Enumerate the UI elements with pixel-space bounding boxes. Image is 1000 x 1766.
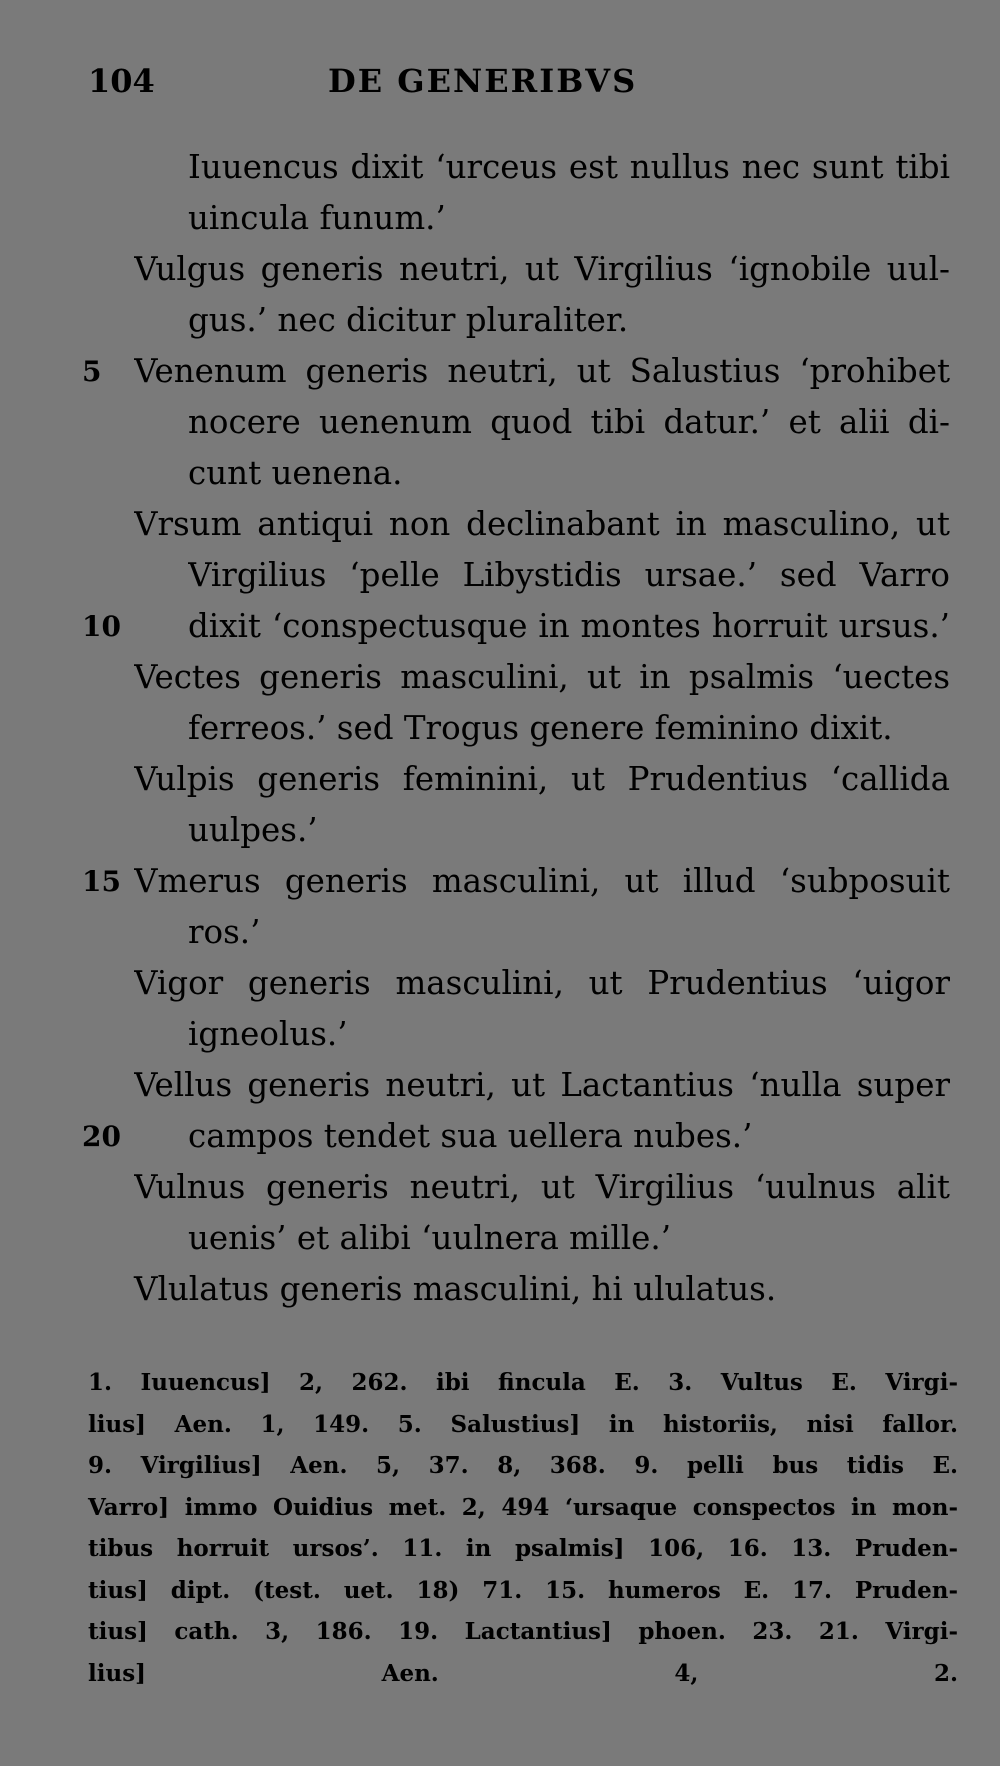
running-title: DE GENERIBVS — [328, 62, 638, 100]
line-text: dixit ‘conspectusque in montes horruit ursus.’ — [188, 607, 950, 645]
line-text: Vulnus generis neutri, ut Virgilius ‘uulnus alit — [134, 1168, 950, 1206]
line-text: uulpes.’ — [188, 811, 318, 849]
footnote-line: lius] Aen. 4, 2. — [88, 1659, 958, 1687]
text-line — [0, 652, 1000, 703]
footnote-line: 9. Virgilius] Aen. 5, 37. 8, 368. 9. pelli bus tidis E. — [88, 1452, 958, 1479]
footnote-line: tius] dipt. (test. uet. 18) 71. 15. humeros E. 17. Pruden- — [88, 1576, 958, 1604]
text-line — [0, 346, 1000, 397]
text-line — [0, 703, 1000, 754]
text-line — [0, 244, 1000, 295]
text-line — [0, 193, 1000, 244]
line-number: 10 — [82, 610, 121, 643]
line-text: campos tendet sua uellera nubes.’ — [188, 1117, 753, 1155]
line-text: Vigor generis masculini, ut Prudentius ‘uigor — [134, 964, 950, 1002]
footnote-line: 1. Iuuencus] 2, 262. ibi fincula E. 3. Vultus E. Virgi- — [88, 1369, 958, 1396]
line-text: uenis’ et alibi ‘uulnera mille.’ — [188, 1219, 672, 1257]
text-line — [0, 1162, 1000, 1213]
text-line — [0, 1213, 1000, 1264]
line-text: Vrsum antiqui non declinabant in masculino, ut — [134, 505, 950, 543]
line-number: 15 — [82, 865, 121, 898]
text-line — [0, 499, 1000, 550]
line-text: cunt uenena. — [188, 454, 403, 492]
text-line — [0, 448, 1000, 499]
text-line — [0, 856, 1000, 907]
text-line — [0, 601, 1000, 652]
line-text: Venenum generis neutri, ut Salustius ‘prohibet — [134, 352, 950, 390]
line-text: Vulgus generis neutri, ut Virgilius ‘ignobile uul- — [134, 250, 950, 288]
text-line — [0, 1111, 1000, 1162]
line-text: Vellus generis neutri, ut Lactantius ‘nulla super — [134, 1066, 950, 1104]
line-text: Iuuencus dixit ‘urceus est nullus nec sunt tibi — [188, 148, 950, 186]
line-text: ros.’ — [188, 913, 261, 951]
line-text: gus.’ nec dicitur pluraliter. — [188, 301, 629, 339]
text-line — [0, 550, 1000, 601]
text-line — [0, 1009, 1000, 1060]
text-line — [0, 754, 1000, 805]
text-line — [0, 1264, 1000, 1315]
line-text: nocere uenenum quod tibi datur.’ et alii di- — [188, 403, 950, 441]
text-line — [0, 295, 1000, 346]
page-number: 104 — [88, 62, 155, 100]
text-line — [0, 142, 1000, 193]
text-line — [0, 958, 1000, 1009]
line-text: Vulpis generis feminini, ut Prudentius ‘callida — [134, 760, 950, 798]
footnote-line: lius] Aen. 1, 149. 5. Salustius] in historiis, nisi fallor. — [88, 1410, 958, 1438]
page-header — [88, 62, 910, 106]
text-line — [0, 907, 1000, 958]
line-text: igneolus.’ — [188, 1015, 348, 1053]
line-text: Vmerus generis masculini, ut illud ‘subposuit — [134, 862, 950, 900]
line-text: uincula funum.’ — [188, 199, 446, 237]
main-text — [0, 142, 1000, 1315]
line-number: 20 — [82, 1120, 121, 1153]
text-line — [0, 1060, 1000, 1111]
line-number: 5 — [82, 355, 102, 388]
line-text: Virgilius ‘pelle Libystidis ursae.’ sed Varro — [188, 556, 950, 594]
line-text: ferreos.’ sed Trogus genere feminino dixit. — [188, 709, 893, 747]
text-line — [0, 805, 1000, 856]
footnote-line: tius] cath. 3, 186. 19. Lactantius] phoen. 23. 21. Virgi- — [88, 1618, 958, 1645]
footnote-line: Varro] immo Ouidius met. 2, 494 ‘ursaque conspectos in mon- — [88, 1493, 958, 1521]
line-text: Vectes generis masculini, ut in psalmis ‘uectes — [134, 658, 950, 696]
footnote-line: tibus horruit ursos’. 11. in psalmis] 106, 16. 13. Pruden- — [88, 1535, 958, 1562]
line-text: Vlulatus generis masculini, hi ululatus. — [134, 1270, 777, 1308]
footnotes — [88, 1362, 958, 1694]
text-line — [0, 397, 1000, 448]
